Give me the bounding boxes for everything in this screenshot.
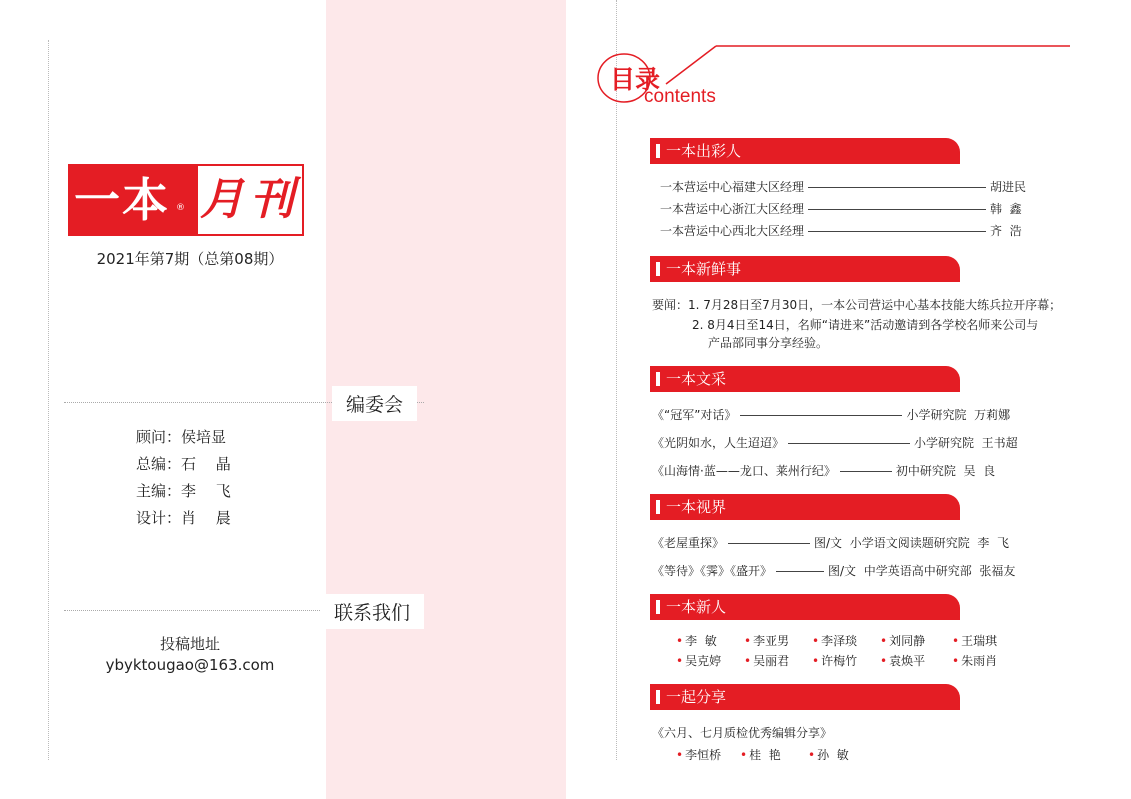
person-name: 朱雨肖: [961, 654, 998, 668]
toc-row: [652, 562, 1015, 579]
staff-row: [136, 424, 238, 451]
staff-name: 李 飞: [181, 482, 239, 500]
toc-row-author: 小学研究院 王书超: [914, 436, 1018, 450]
issue-number: 2021年第7期（总第08期）: [96, 250, 284, 268]
leader-line: [808, 209, 986, 210]
toc-row: [652, 534, 1009, 551]
section-bar-newcomers: 一本新人: [650, 594, 960, 620]
bullet-icon: •: [880, 634, 888, 648]
submission-label: 投稿地址: [159, 635, 220, 653]
bullet-icon: •: [952, 634, 960, 648]
list-item: [880, 632, 952, 649]
list-item: [812, 632, 880, 649]
staff-name: 侯培显: [181, 428, 227, 446]
leader-line: [808, 231, 986, 232]
person-name: 李亚男: [753, 634, 790, 648]
news-line-2: 2. 8月4日至14日，名师“请进来”活动邀请到各学校名师来公司与: [692, 318, 1039, 332]
right-margin-line: [616, 0, 617, 760]
toc-row-author: 图/文 小学语文阅读题研究院 李 飞: [814, 536, 1009, 550]
leader-line: [776, 571, 824, 572]
board-label: 编委会: [332, 386, 417, 421]
bullet-icon: •: [740, 748, 748, 762]
person-name: 李恒桥: [685, 748, 722, 762]
staff-row: [136, 505, 238, 532]
staff-row: [136, 478, 238, 505]
newcomer-row-1: [676, 632, 997, 649]
bullet-icon: •: [744, 654, 752, 668]
bullet-icon: •: [676, 654, 684, 668]
list-item: [740, 746, 808, 763]
contact-label: 联系我们: [320, 594, 424, 629]
list-item: [676, 632, 744, 649]
toc-row-title: 《光阴如水，人生迢迢》: [652, 436, 785, 450]
bullet-icon: •: [808, 748, 816, 762]
list-item: [676, 652, 744, 669]
person-name: 刘同静: [889, 634, 926, 648]
toc-row-author: 初中研究院 吴 良: [895, 464, 996, 478]
sharing-title: 《六月、七月质检优秀编辑分享》: [652, 726, 833, 740]
toc-row-title: 《山海情·蓝——龙口、莱州行纪》: [652, 464, 836, 478]
bullet-icon: •: [676, 748, 684, 762]
masthead-logo: [68, 164, 304, 236]
list-item: [812, 652, 880, 669]
section-bar-writing: 一本文采: [650, 366, 960, 392]
staff-list: [136, 424, 238, 532]
newcomer-row-2: [676, 652, 997, 669]
leader-line: [740, 415, 902, 416]
person-name: 吴丽君: [753, 654, 790, 668]
person-name: 桂 艳: [749, 748, 781, 762]
toc-row: [660, 222, 1022, 239]
toc-row: [660, 178, 1026, 195]
bullet-icon: •: [880, 654, 888, 668]
leader-line: [788, 443, 910, 444]
person-name: 王瑞琪: [961, 634, 998, 648]
section-bar-news: 一本新鲜事: [650, 256, 960, 282]
section-bar-sharing: 一起分享: [650, 684, 960, 710]
list-item: [808, 746, 849, 763]
toc-row: [660, 200, 1022, 217]
toc-row-title: 《等待》《霁》《盛开》: [652, 564, 773, 578]
submission-email: ybyktougao@163.com: [105, 656, 275, 674]
leader-line: [808, 187, 986, 188]
staff-name: 石 晶: [181, 455, 239, 473]
staff-role: 总编：: [136, 455, 182, 473]
toc-title: 目录: [610, 65, 661, 94]
news-line-1: [652, 296, 1061, 313]
person-name: 吴克婷: [685, 654, 722, 668]
toc-row: [652, 406, 1010, 423]
bullet-icon: •: [812, 654, 820, 668]
staff-role: 主编：: [136, 482, 182, 500]
list-item: [952, 632, 997, 649]
bullet-icon: •: [676, 634, 684, 648]
section-bar-vision: 一本视界: [650, 494, 960, 520]
toc-row-author: 小学研究院 万莉娜: [906, 408, 1011, 422]
leader-line: [840, 471, 892, 472]
toc-row-title: 一本营运中心浙江大区经理: [660, 202, 805, 216]
logo-left-text: 一本: [74, 173, 170, 227]
toc-row-title: 一本营运中心西北大区经理: [660, 224, 805, 238]
list-item: [744, 652, 812, 669]
logo-left-part: [68, 164, 198, 236]
person-name: 袁焕平: [889, 654, 926, 668]
list-item: [952, 652, 997, 669]
person-name: 孙 敏: [817, 748, 849, 762]
list-item: [744, 632, 812, 649]
bullet-icon: •: [812, 634, 820, 648]
toc-row-author: 胡进民: [990, 180, 1027, 194]
list-item: [880, 652, 952, 669]
contact-block: [60, 634, 320, 676]
toc-row-author: 齐 浩: [990, 224, 1022, 238]
section-bar-stars: 一本出彩人: [650, 138, 960, 164]
left-margin-line: [48, 40, 49, 760]
toc-subtitle: contents: [644, 86, 716, 107]
sharing-names: [676, 746, 849, 763]
bullet-icon: •: [952, 654, 960, 668]
news-prefix: 要闻：: [652, 298, 689, 312]
toc-row-title: 《“冠军”对话》: [652, 408, 737, 422]
toc-row-title: 《老屋重探》: [652, 536, 725, 550]
news-text: 1. 7月28日至7月30日，一本公司营运中心基本技能大练兵拉开序幕；: [688, 298, 1062, 312]
registered-mark: ®: [176, 203, 187, 213]
toc-row-title: 一本营运中心福建大区经理: [660, 180, 805, 194]
staff-role: 设计：: [136, 509, 182, 527]
toc-row: [652, 434, 1018, 451]
bullet-icon: •: [744, 634, 752, 648]
news-line-3: 产品部同事分享经验。: [708, 336, 829, 350]
logo-right-text: 月刊: [198, 164, 304, 236]
leader-line: [728, 543, 810, 544]
person-name: 李 敏: [685, 634, 717, 648]
staff-role: 顾问：: [136, 428, 182, 446]
staff-name: 肖 晨: [181, 509, 239, 527]
staff-row: [136, 451, 238, 478]
toc-row: [652, 462, 995, 479]
list-item: [676, 746, 740, 763]
person-name: 许梅竹: [821, 654, 858, 668]
toc-row-author: 图/文 中学英语高中研究部 张福友: [828, 564, 1016, 578]
toc-row-author: 韩 鑫: [990, 202, 1022, 216]
person-name: 李泽琰: [821, 634, 858, 648]
